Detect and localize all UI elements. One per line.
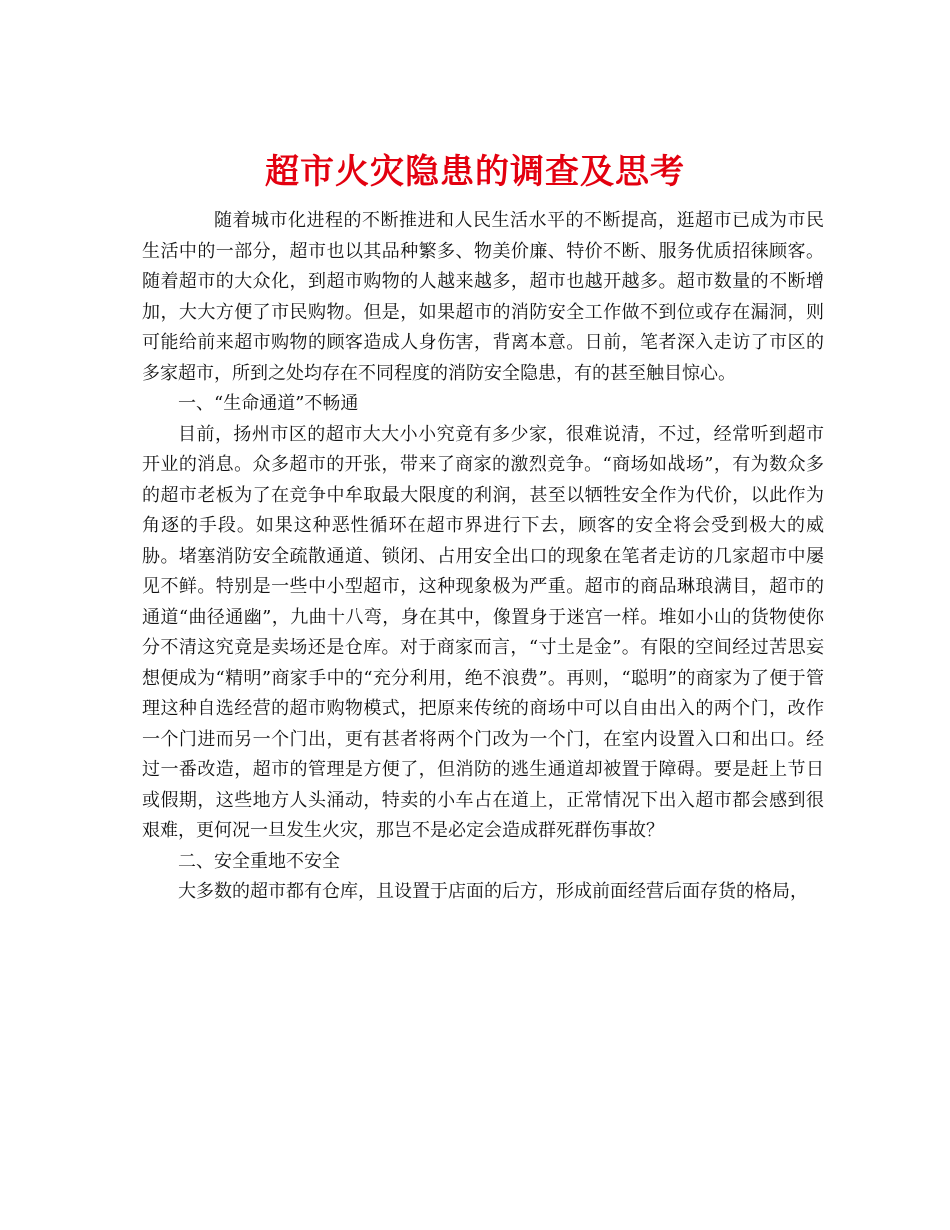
section-heading-1: 一、“生命通道”不畅通: [178, 393, 359, 414]
section-1-paragraph: 目前，扬州市区的超市大大小小究竟有多少家，很难说清，不过，经常听到超市开业的消息。众多超市的开张，带来了商家的激烈竞争。“商场如战场”，有为数众多的超市老板为了在竞争中牟取最大限度的利润，甚至以牺牲安全作为代价，以此作为角逐的手段。如果这种恶性循环在超市界进行下去，顾客的安全将会受到极大的威胁。堵塞消防安全疏散通道、锁闭、占用安全出口的现象在笔者走访的几家超市中屡见不鲜。特别是一些中小型超市，这种现象极为严重。超市的商品琳琅满目，超市的通道“曲径通幽”，九曲十八弯，身在其中，像置身于迷宫一样。堆如小山的货物使你分不清这究竟是卖场还是仓库。对于商家而言，“寸土是金”。有限的空间经过苦思妄想便成为“精明”商家手中的“充分利用，绝不浪费”。再则，“聪明”的商家为了便于管理这种自选经营的超市购物模式，把原来传统的商场中可以自由出入的两个门，改作一个门进而另一个门出，更有甚者将两个门改为一个门，在室内设置入口和出口。经过一番改造，超市的管理是方便了，但消防的逃生通道却被置于障碍。要是赶上节日或假期，这些地方人头涌动，特卖的小车占在道上，正常情况下出入超市都会感到很艰难，更何况一旦发生火灾，那岂不是必定会造成群死群伤事故？: [142, 423, 824, 841]
document-title: 超市火灾隐患的调查及思考: [265, 151, 685, 192]
section-heading-2: 二、安全重地不安全: [178, 850, 340, 872]
intro-paragraph: 随着城市化进程的不断推进和人民生活水平的不断提高，逛超市已成为市民生活中的一部分，超市也以其品种繁多、物美价廉、特价不断、服务优质招徕顾客。随着超市的大众化，到超市购物的人越来越多，超市也越开越多。超市数量的不断增加，大大方便了市民购物。但是，如果超市的消防安全工作做不到位或存在漏洞，则可能给前来超市购物的顾客造成人身伤害，背离本意。日前，笔者深入走访了市区的多家超市，所到之处均存在不同程度的消防安全隐患，有的甚至触目惊心。: [142, 210, 824, 384]
section-2-paragraph: 大多数的超市都有仓库，且设置于店面的后方，形成前面经营后面存货的格局，: [178, 881, 808, 902]
document-body: [142, 206, 824, 908]
